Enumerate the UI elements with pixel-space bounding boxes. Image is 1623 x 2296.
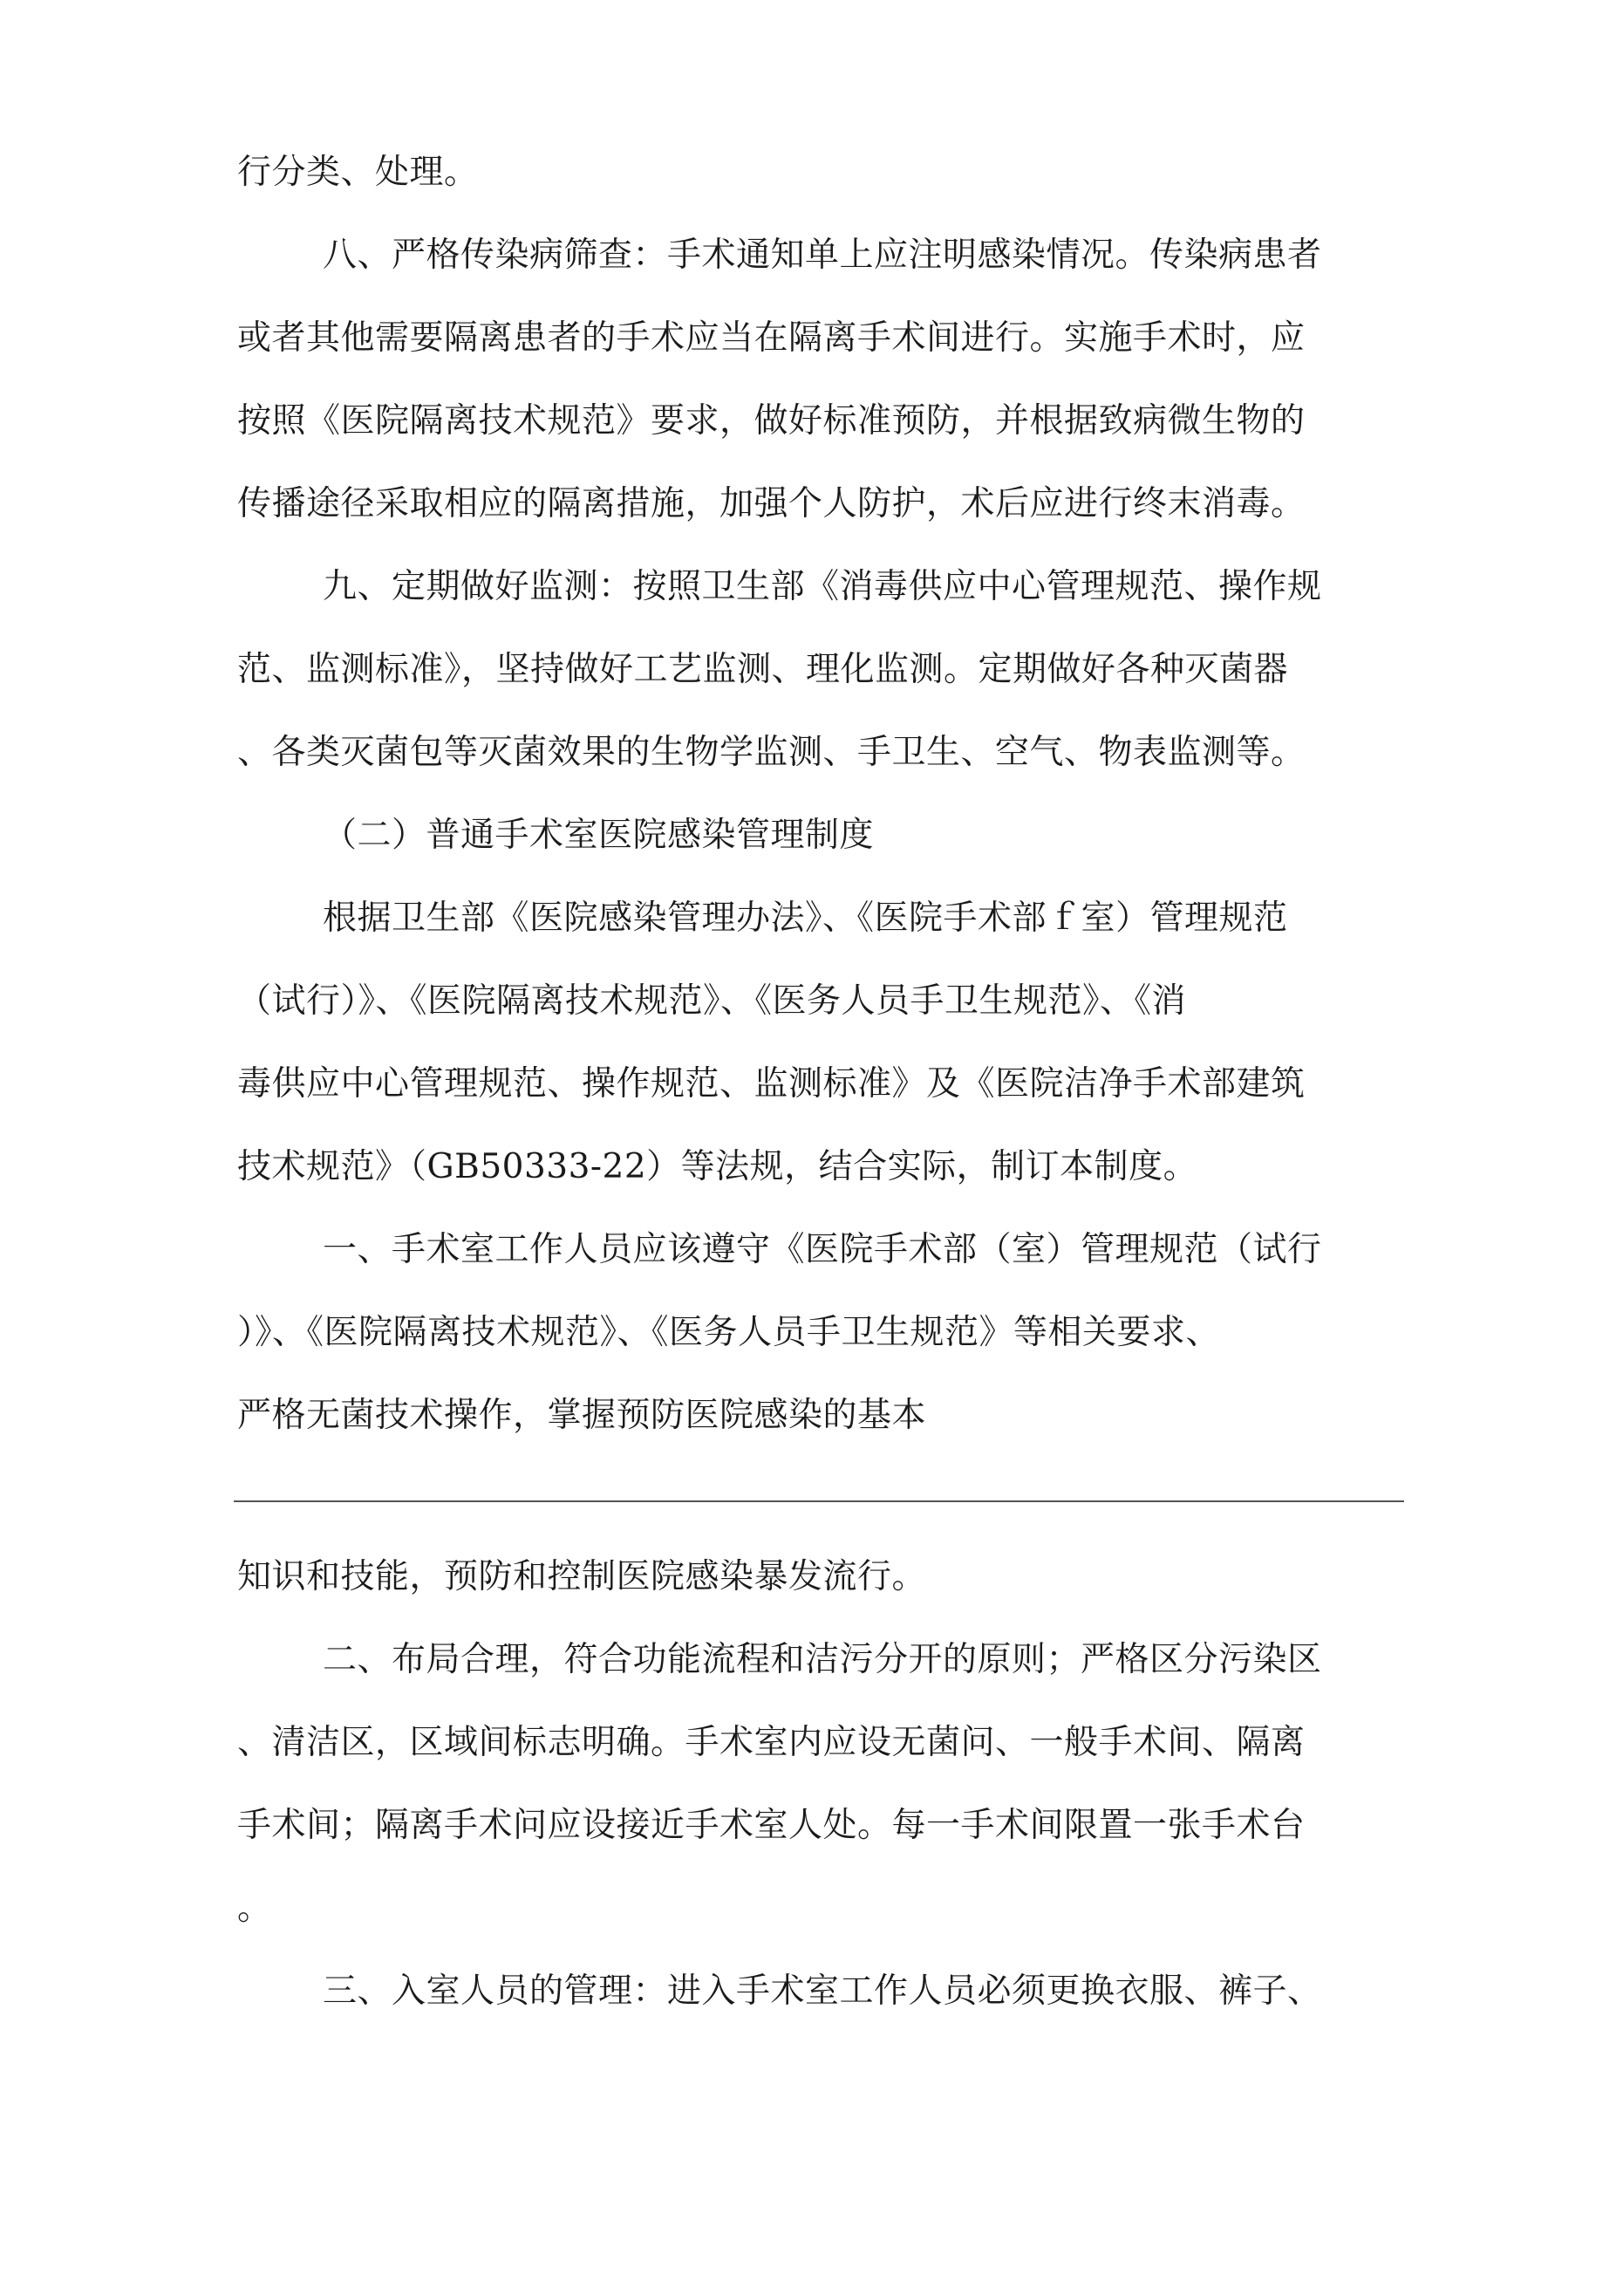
paragraph-line: 二、布局合理，符合功能流程和洁污分开的原则；严格区分污染区 bbox=[323, 1640, 1322, 1679]
paragraph-line: 、清洁区，区域间标志明确。手术室内应设无菌问、一般手术间、隔离 bbox=[237, 1723, 1306, 1762]
paragraph-line: 按照《医院隔离技术规范》要求，做好标准预防，并根据致病微生物的 bbox=[237, 401, 1306, 441]
paragraph-line: 毒供应中心管理规范、操作规范、监测标准》及《医院洁净手术部建筑 bbox=[237, 1064, 1306, 1104]
paragraph-line: ）》、《医院隔离技术规范》、《医务人员手卫生规范》等相关要求、 bbox=[237, 1313, 1221, 1352]
paragraph-line: 手术间；隔离手术问应设接近手术室人处。每一手术间限置一张手术台 bbox=[237, 1806, 1306, 1845]
paragraph-line: 、各类灭菌包等灭菌效果的生物学监测、手卫生、空气、物表监测等。 bbox=[237, 733, 1306, 772]
paragraph-line: 行分类、处理。 bbox=[237, 153, 479, 192]
paragraph-line: 一、手术室工作人员应该遵守《医院手术部（室）管理规范（试行 bbox=[323, 1230, 1322, 1269]
paragraph-line: 严格无菌技术操作，掌握预防医院感染的基本 bbox=[237, 1396, 927, 1435]
paragraph-line: 或者其他需要隔离患者的手术应当在隔离手术间进行。实施手术时，应 bbox=[237, 318, 1306, 358]
paragraph-line: 传播途径采取相应的隔离措施，加强个人防护，术后应进行终末消毒。 bbox=[237, 484, 1306, 523]
paragraph-line: 。 bbox=[237, 1889, 272, 1928]
paragraph-line: 范、监测标准》，坚持做好工艺监测、理化监测。定期做好各种灭菌器 bbox=[237, 650, 1289, 689]
paragraph-line: 技术规范》（GB50333-22）等法规，结合实际，制订本制度。 bbox=[237, 1147, 1198, 1186]
page-break-divider bbox=[234, 1500, 1404, 1502]
paragraph-line: 九、定期做好监测：按照卫生部《消毒供应中心管理规范、操作规 bbox=[323, 567, 1322, 606]
paragraph-line: 根据卫生部《医院感染管理办法》、《医院手术部ｆ室）管理规范 bbox=[323, 899, 1288, 938]
paragraph-line: 三、入室人员的管理：进入手术室工作人员必须更换衣服、裤子、 bbox=[323, 1971, 1322, 2011]
paragraph-line: 知识和技能，预防和控制医院感染暴发流行。 bbox=[237, 1557, 927, 1596]
section-heading: （二）普通手术室医院感染管理制度 bbox=[323, 816, 875, 855]
paragraph-line: 八、严格传染病筛查：手术通知单上应注明感染情况。传染病患者 bbox=[323, 236, 1322, 275]
paragraph-line: （试行）》、《医院隔离技术规范》、《医务人员手卫生规范》、《消 bbox=[237, 981, 1187, 1021]
